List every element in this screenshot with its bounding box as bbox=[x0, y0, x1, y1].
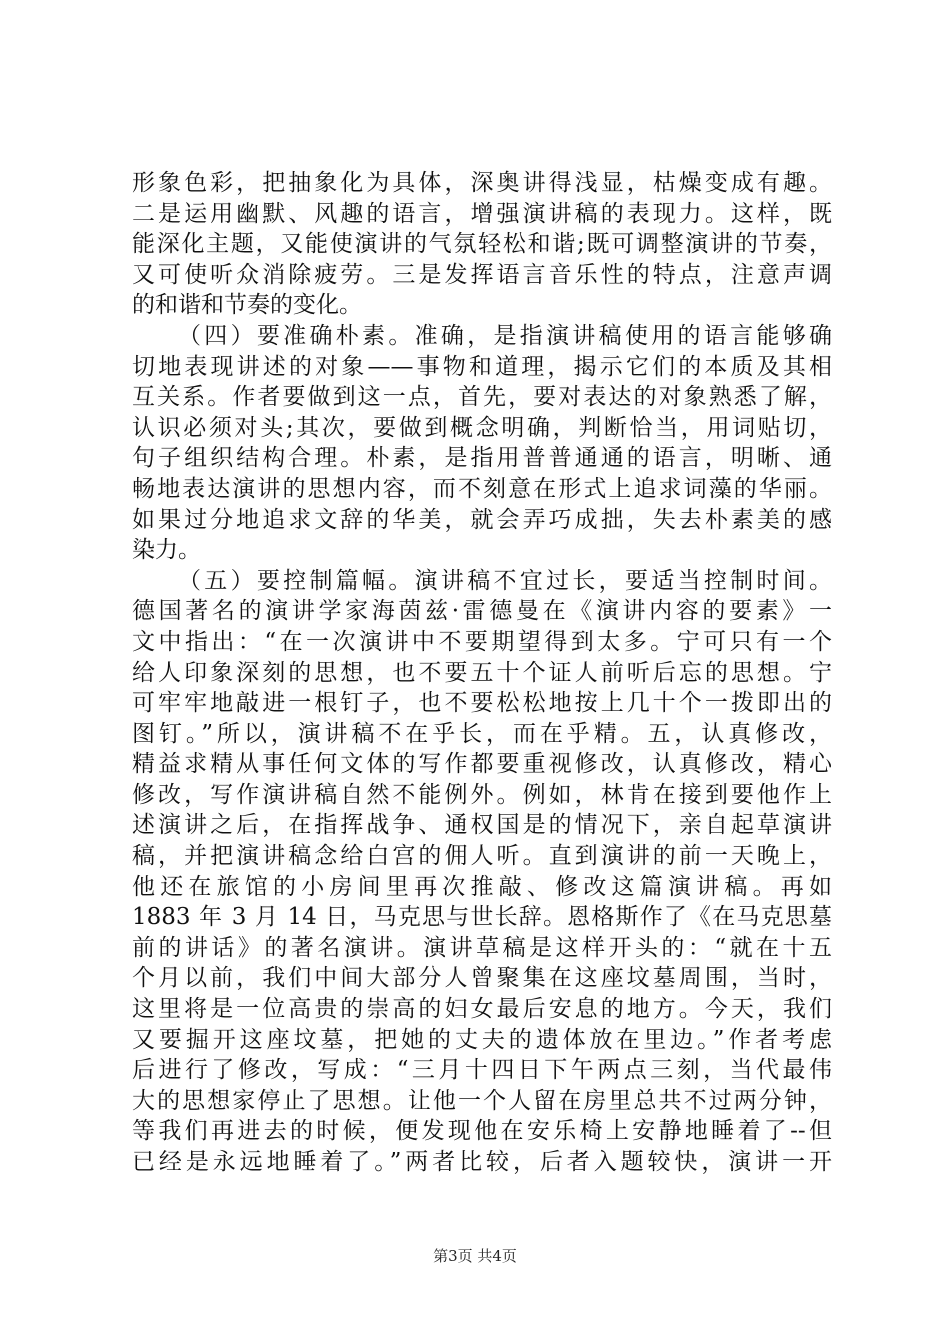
text-line: 精益求精从事任何文体的写作都要重视修改，认真修改，精心 bbox=[132, 751, 832, 778]
text-line: 文中指出：“在一次演讲中不要期望得到太多。宁可只有一个 bbox=[132, 628, 832, 655]
text-line: 稿，并把演讲稿念给白宫的佣人听。直到演讲的前一天晚上， bbox=[132, 843, 832, 870]
text-line: 大的思想家停止了思想。让他一个人留在房里总共不过两分钟， bbox=[132, 1087, 832, 1114]
text-line: 个月以前，我们中间大部分人曾聚集在这座坟墓周围，当时， bbox=[132, 965, 832, 992]
text-line: 已经是永远地睡着了。”两者比较，后者入题较快，演讲一开 bbox=[132, 1149, 832, 1175]
text-line: 述演讲之后，在指挥战争、通权国是的情况下，亲自起草演讲 bbox=[132, 812, 832, 839]
text-line: 染力。 bbox=[132, 537, 201, 564]
text-line: 互关系。作者要做到这一点，首先，要对表达的对象熟悉了解， bbox=[132, 384, 832, 411]
text-line: 1883 年 3 月 14 日，马克思与世长辞。恩格斯作了《在马克思墓 bbox=[132, 904, 832, 931]
text-line: 句子组织结构合理。朴素，是指用普普通通的语言，明晰、通 bbox=[132, 445, 832, 472]
text-line: 图钉。”所以，演讲稿不在乎长，而在乎精。五，认真修改， bbox=[132, 720, 832, 747]
text-line: 他还在旅馆的小房间里再次推敲、修改这篇演讲稿。再如 bbox=[132, 873, 832, 900]
text-line: 等我们再进去的时候，便发现他在安乐椅上安静地睡着了--但 bbox=[132, 1118, 832, 1145]
text-line: 切地表现讲述的对象——事物和道理，揭示它们的本质及其相 bbox=[132, 353, 832, 380]
text-line: （五）要控制篇幅。演讲稿不宜过长，要适当控制时间。 bbox=[178, 567, 832, 594]
page-footer: 第3页 共4页 bbox=[433, 1247, 517, 1265]
text-line: 能深化主题，又能使演讲的气氛轻松和谐;既可调整演讲的节奏， bbox=[132, 231, 832, 258]
text-line: 这里将是一位高贵的崇高的妇女最后安息的地方。今天，我们 bbox=[132, 996, 832, 1023]
text-line: 又要掘开这座坟墓，把她的丈夫的遗体放在里边。”作者考虑 bbox=[132, 1026, 832, 1053]
text-line: 二是运用幽默、风趣的语言，增强演讲稿的表现力。这样，既 bbox=[132, 200, 832, 227]
text-line: 后进行了修改，写成：“三月十四日下午两点三刻，当代最伟 bbox=[132, 1057, 832, 1084]
text-line: 认识必须对头;其次，要做到概念明确，判断恰当，用词贴切， bbox=[132, 414, 832, 441]
text-line: 修改，写作演讲稿自然不能例外。例如，林肯在接到要他作上 bbox=[132, 781, 832, 808]
text-line: 前的讲话》的著名演讲。演讲草稿是这样开头的：“就在十五 bbox=[132, 934, 832, 961]
text-line: （四）要准确朴素。准确，是指演讲稿使用的语言能够确 bbox=[178, 322, 832, 349]
text-line: 如果过分地追求文辞的华美，就会弄巧成拙，失去朴素美的感 bbox=[132, 506, 832, 533]
text-line: 给人印象深刻的思想，也不要五十个证人前听后忘的思想。宁 bbox=[132, 659, 832, 686]
text-line: 又可使听众消除疲劳。三是发挥语言音乐性的特点，注意声调 bbox=[132, 261, 832, 288]
text-line: 畅地表达演讲的思想内容，而不刻意在形式上追求词藻的华丽。 bbox=[132, 475, 832, 502]
text-line: 可牢牢地敲进一根钉子，也不要松松地按上几十个一拨即出的 bbox=[132, 690, 832, 717]
text-line: 的和谐和节奏的变化。 bbox=[132, 292, 362, 319]
body-text bbox=[132, 168, 832, 1178]
text-line: 形象色彩，把抽象化为具体，深奥讲得浅显，枯燥变成有趣。 bbox=[132, 170, 832, 196]
text-line: 德国著名的演讲学家海茵兹·雷德曼在《演讲内容的要素》一 bbox=[132, 598, 832, 625]
